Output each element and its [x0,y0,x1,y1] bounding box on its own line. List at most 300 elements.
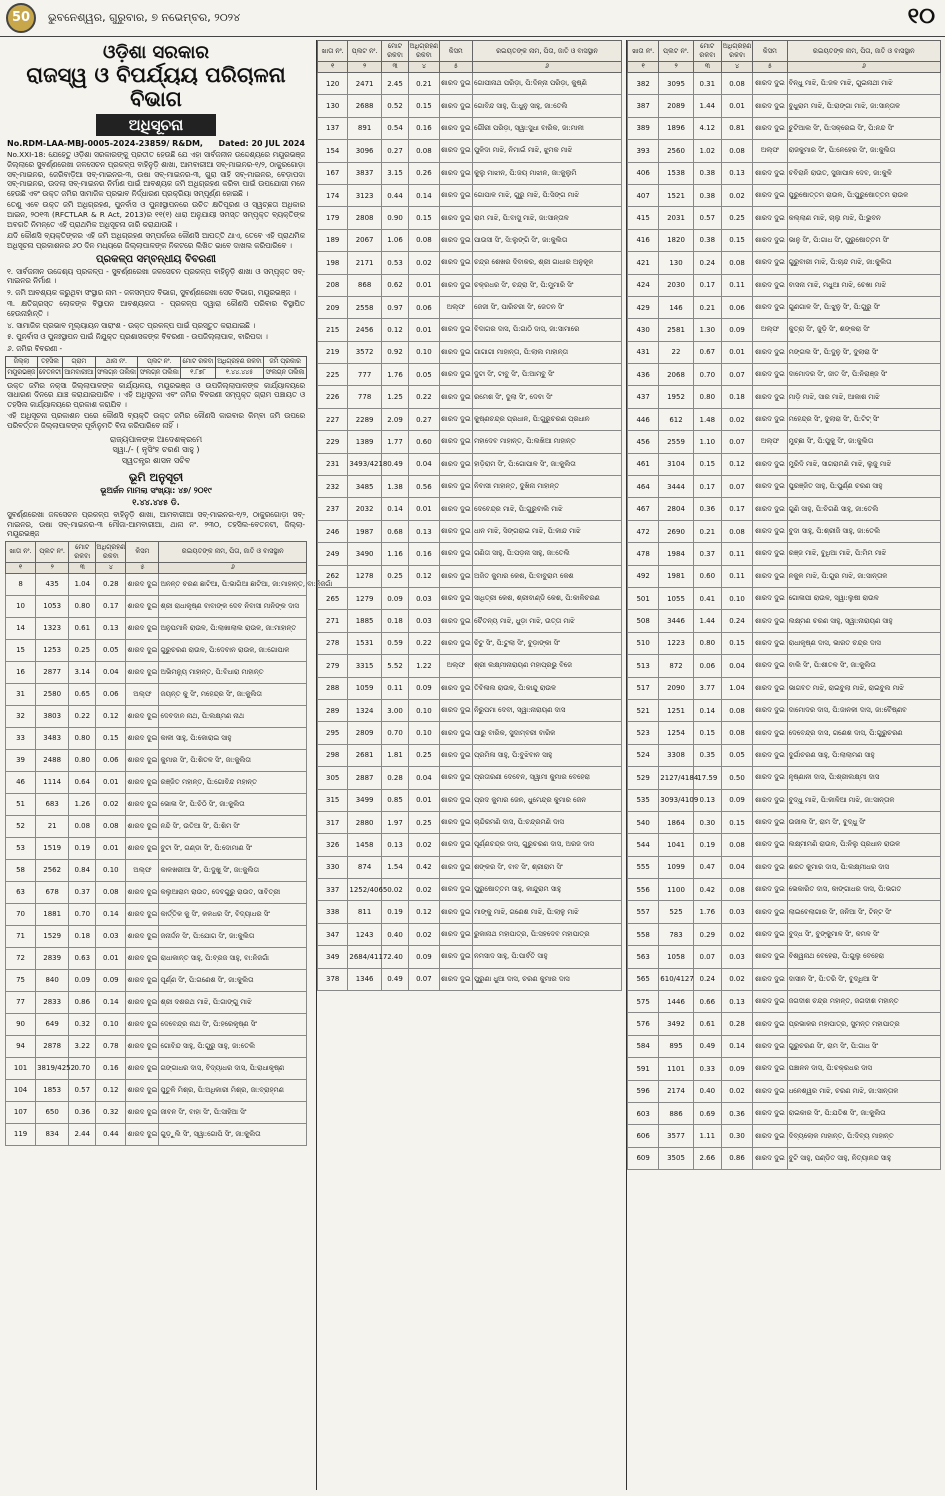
table-cell: 0.25 [409,744,439,766]
table-cell: 0.15 [96,727,126,749]
table-cell: 0.09 [69,969,96,991]
table-cell: 2804 [659,498,693,520]
table-cell: ନକୁଳ ମାଝି, ପି:ଗୁର ମାଝି, ଜା:ସାନ୍ତାଳ [787,565,940,587]
table-cell: ରାଜକୁମାର ସିଂ, ପି:ନେହେର ସିଂ, ଜା:କୁଲିତା [787,140,940,162]
table-cell: 0.40 [693,1080,721,1102]
table-cell: 1.16 [381,543,408,565]
table-cell: 415 [628,207,659,229]
government-title: ଓଡ଼ିଶା ସରକାର [103,42,209,63]
table-cell: ନୃଷ୍ଣାନୀ ଦାସ, ପି:ଶ୍ରୀଲକ୍ଷ୍ମୀ ଦାସ [787,767,940,789]
table-cell: 0.21 [693,520,721,542]
table-cell: ଦେବେନ୍ଦ୍ର ଦାସ, ଗଣେଶ ଦାସ, ପି:ଗୁରୁଚରଣ [787,722,940,744]
table-row [6,1035,307,1057]
column-header: ଅଧିଗ୍ରହଣ ରକବା [721,41,752,62]
table-cell: 94 [6,1035,36,1057]
table-cell: ଶାରଦ ଦୁଇ [753,789,787,811]
table-row [628,476,941,498]
table-cell: 2560 [659,140,693,162]
table-row [628,184,941,206]
table-cell: 130 [659,252,693,274]
signature-block [5,435,307,467]
table-cell: ଶାରଦ ଦୁଇ [126,991,159,1013]
table-cell: 119 [6,1123,36,1145]
table-cell: ଅଜିତ କୁମାର କେଶ, ପି:ବାବୁରାମ କେଶ [473,565,622,587]
table-cell: ଶାରଦ ଦୁଇ [753,968,787,990]
table-cell: 0.02 [409,879,439,901]
table-cell: 1.30 [693,319,721,341]
table-cell: 227 [318,408,348,430]
table-cell: ଶାରଦ ଦୁଇ [439,229,472,251]
masthead [0,0,945,37]
table-cell: ମାଙ୍କୁ ମାଝି, ଗଣେଶ ମାଝି, ପି:ଲାଳୁ ମାଝି [473,901,622,923]
table-cell: 0.08 [409,140,439,162]
column-number: ୧ [6,562,36,573]
table-cell: 3485 [348,476,381,498]
table-cell: ଶାରଦ ଦୁଇ [126,749,159,771]
table-cell: କୁତ୍ରା ସିଂ, ଜୁଡ଼ି ସିଂ, ଶଙ୍କରା ସିଂ [787,319,940,341]
table-cell: 0.40 [381,923,408,945]
table-cell: 0.12 [721,453,752,475]
table-cell: 77 [6,991,36,1013]
table-cell: 523 [628,722,659,744]
table-cell: 0.41 [693,587,721,609]
table-cell: 3837 [348,162,381,184]
table-cell: 1521 [659,184,693,206]
table-cell: 0.60 [693,565,721,587]
table-cell: 1099 [659,856,693,878]
table-cell: 0.18 [721,386,752,408]
table-cell: 337 [318,879,348,901]
table-cell: 0.63 [69,947,96,969]
page-number: ୧୦ [907,4,935,29]
table-row [318,811,622,833]
table-cell: 521 [628,699,659,721]
table-cell: 0.16 [409,117,439,139]
table-cell: ପୁତୁଳି ମିଶ୍ର, ପି:ଅଧିକାରୀ ମିଶ୍ର, ଜା:ବ୍ରାହ୍ମଣ [159,1079,307,1101]
table-cell: 0.03 [721,901,752,923]
table-cell: ଅଲ୍ଫ [439,296,472,318]
table-cell: ଶାରଦ ଦୁଇ [439,722,472,744]
table-cell: 0.02 [96,793,126,815]
table-cell: 3308 [659,744,693,766]
table-cell: 0.03 [409,610,439,632]
table-cell: ଶାରଦ ଦୁଇ [126,1101,159,1123]
table-cell: 540 [628,811,659,833]
table-cell: 53 [6,837,36,859]
table-cell: ଶାରଦ ଦୁଇ [126,771,159,793]
table-cell: 0.80 [693,386,721,408]
table-cell: 1.06 [381,229,408,251]
table-cell: ଗଣିତା ସାହୁ, ପି:ପଡ଼ନା ସାହୁ, ଜା:ତେଲି [473,543,622,565]
table-row [628,744,941,766]
table-cell: 0.01 [409,498,439,520]
table-row [628,296,941,318]
table-cell: ବାସନା ମାଝି, ମଧୁଆ ମାଝି, ଚେଖା ମାଝି [787,274,940,296]
table-cell: 0.01 [721,95,752,117]
table-row [318,229,622,251]
table-cell: 2090 [659,677,693,699]
table-cell: 1.77 [381,431,408,453]
table-cell: 1896 [659,117,693,139]
table-row [628,252,941,274]
table-cell: ଲାଇବେଲାଗାର ସିଂ, ଜନିଆ ସିଂ, ଟିନ୍ଟ ସିଂ [787,901,940,923]
table-cell: ଶାରଦ ଦୁଇ [753,498,787,520]
table-cell: 0.70 [69,903,96,925]
table-cell: 575 [628,991,659,1013]
detail-cell: ୧.୮୭୮ [181,367,216,378]
table-cell: 436 [628,364,659,386]
detail-header: ଜିଲ୍ଲା [6,356,38,367]
table-cell: 0.16 [409,543,439,565]
table-row [628,543,941,565]
table-cell: ଧନେଶ୍ୱର ମାଝି, ଚରଣ ମାଝି, ଜା:ସାନ୍ତାଳ [787,1080,940,1102]
table-cell: ଶାରଦ ଦୁଇ [439,453,472,475]
table-cell: ଶାରଦ ଦୁଇ [439,207,472,229]
column-header: ଅଧିଗ୍ରହଣ ରକବା [409,41,439,62]
table-cell: 389 [628,117,659,139]
table-row [6,573,307,595]
table-cell: 120 [318,73,348,95]
table-cell: ଶାରଦ ଦୁଇ [753,476,787,498]
table-cell: କୁମାର ସିଂ, ପି:ଶିତଳ ସିଂ, ଜା:କୁଲିତା [159,749,307,771]
table-cell: 72 [6,947,36,969]
table-cell: 0.30 [693,811,721,833]
table-cell: ଉଜୀଲ ସିଂ, ରାମ ସିଂ, ବୁଦ୍ଧୁ ସିଂ [787,811,940,833]
column-header: ପ୍ଲଟ ନଂ. [659,41,693,62]
table-row [628,1013,941,1035]
table-cell: 421 [628,252,659,274]
table-cell: 0.08 [69,815,96,837]
table-cell: 1.25 [381,386,408,408]
table-cell: 3.15 [381,162,408,184]
table-cell: 2456 [348,319,381,341]
table-cell: 21 [36,815,69,837]
table-row [628,1035,941,1057]
table-cell: ଗଙ୍ଗାଧର ଦାସ, ବିଦ୍ୟାଧର ଦାସ, ପି:ରାଧାକୃଷ୍ଣ [159,1057,307,1079]
table-cell: ଶାରଦ ଦୁଇ [753,364,787,386]
table-cell: ଜଗଦୀଶ ଚନ୍ଦ୍ର ମହାନ୍ତ, ଜଗଦୀଶ ମହାନ୍ତ [787,991,940,1013]
table-cell: 678 [36,881,69,903]
schedule-area: ୧.୪୪.୪୪୫ ଡି. [132,498,180,508]
table-cell: ଦାସୀନ ସିଂ, ପି:ତରି ସିଂ, ବୁଦ୍ଧିଆ ସିଂ [787,968,940,990]
table-cell: ଚୁଟିଆଲ ସିଂ, ପି:ସକ୍ରେଇ ସିଂ, ପି:ନନ୍ଦ ସିଂ [787,117,940,139]
table-cell: ରମେଶ ସିଂ, ଦୁଲା ସିଂ, ଦେବା ସିଂ [473,386,622,408]
table-cell: 2877 [36,661,69,683]
table-row [628,207,941,229]
table-cell: ଶାରଦ ଦୁଇ [753,811,787,833]
table-row [628,587,941,609]
table-cell: ଶାରଦ ଦୁଇ [753,184,787,206]
table-cell: ଗୋବିନ୍ଦ ସାହୁ, ପି:ଧୁନୁ ସାହୁ, ଜା:ତେଲି [473,95,622,117]
table-cell: ଶାରଦ ଦୁଇ [126,1013,159,1035]
table-cell: ଅଭିମନ୍ୟୁ ମାହାନ୍ତ, ପି:ବିଧାରା ମାହାନ୍ତ [159,661,307,683]
table-row [318,73,622,95]
column-header: ମୋଟ ରକବା [693,41,721,62]
table-cell: ଗୌରୀ ପରିଡ଼ା, ସ୍ୱା:ସୁଧା ବାରିକ, ଜା:ମାଳୀ [473,117,622,139]
table-cell: ପୁଳିଦା ମାଝି, ନିମାଇଁ ମାଝି, ଝୁମକ ମାଝି [473,140,622,162]
table-cell: ଦେବେନ୍ଦ୍ର ନାଥ ସିଂ, ପି:ହରେକୃଷ୍ଣ ସିଂ [159,1013,307,1035]
table-row [628,1125,941,1147]
table-cell: 2068 [659,364,693,386]
table-cell: ଶାରଦ ଦୁଇ [439,565,472,587]
table-cell: 104 [6,1079,36,1101]
table-cell: 1864 [659,811,693,833]
table-cell: ଶାରଦ ଦୁଇ [439,498,472,520]
table-cell: ଶାରଦ ଦୁଇ [753,991,787,1013]
table-cell: 0.13 [409,520,439,542]
table-cell: 262 [318,565,348,587]
table-cell: 1114 [36,771,69,793]
table-cell: 3.22 [69,1035,96,1057]
table-cell: ରାଇକାର ସିଂ, ପି:ଯତିଶ ସିଂ, ଜା:କୁଲିତା [787,1102,940,1124]
table-cell: 0.57 [69,1079,96,1101]
table-cell: 1223 [659,632,693,654]
table-cell: ଶାରଦ ଦୁଇ [126,573,159,595]
table-cell: 1.04 [69,573,96,595]
table-cell: 0.01 [96,837,126,859]
table-row [6,617,307,639]
table-cell: 0.37 [693,543,721,565]
table-cell: 347 [318,923,348,945]
table-cell: 1984 [659,543,693,565]
column-header: ଅଧିଗ୍ରହଣ ରକବା [96,541,126,562]
summary-item: ୩. କ୍ଷତିଗ୍ରସ୍ତ ଲୋକଙ୍କ ବିସ୍ଥାପନ ଆବଶ୍ୟକତା - ପ୍ରକଳ୍ପ ଦ୍ୱାରା କୌଣସି ପରିବାର ବିସ୍ଥାପିତ ହେଉନାହାଁନ୍ତି । [7,299,305,319]
table-cell: 0.13 [721,162,752,184]
table-cell: ଅଲ୍ଫ [753,319,787,341]
table-cell: 0.14 [409,184,439,206]
table-cell: 649 [36,1013,69,1035]
table-cell: ଜନାର୍ଦ୍ଦନ ସିଂ, ପି:ଯୋଗ ସିଂ, ଜା:କୁଲିତା [159,925,307,947]
table-cell: 219 [318,341,348,363]
table-cell: 1.04 [721,677,752,699]
table-row [628,229,941,251]
table-cell: 0.02 [721,923,752,945]
table-cell: 591 [628,1058,659,1080]
table-cell: 1529 [36,925,69,947]
table-row [318,498,622,520]
table-cell: 0.02 [409,252,439,274]
table-cell: 1987 [348,520,381,542]
table-cell: ଗୋପୀନାଥ ପରିଡ଼ା, ପି:ଦିନ୍ନା ପରିଡ଼ା, କୁଷ୍ଣି [473,73,622,95]
table-cell: 612 [659,408,693,430]
table-cell: 209 [318,296,348,318]
table-cell: ଶାରଦ ଦୁଇ [126,881,159,903]
table-cell: 0.70 [381,722,408,744]
column-header: କିସମ [753,41,787,62]
table-row [318,453,622,475]
table-cell: 1538 [659,162,693,184]
table-cell: 393 [628,140,659,162]
table-cell: ଶାରଦ ଦୁଇ [753,408,787,430]
table-cell: 71 [6,925,36,947]
table-row [6,1123,307,1145]
table-cell: ବିଶ୍ୱନାଥ ବେହେରା, ପି:ଗୁଲୁ ବେହେରା [787,946,940,968]
table-cell: 1.76 [693,901,721,923]
table-cell: 0.21 [409,73,439,95]
table-cell: 603 [628,1102,659,1124]
column-number: ୧ [628,62,659,73]
table-cell: 0.14 [721,1035,752,1057]
table-cell: ଜୀବନ ସିଂ, ବାହା ସିଂ, ପି:ସାହିଆ ସିଂ [159,1101,307,1123]
table-row [318,296,622,318]
table-cell: 0.02 [721,408,752,430]
table-cell: 0.08 [721,699,752,721]
table-cell: କାଳୀ ସାହୁ, ପି:କୋରାଇ ସାହୁ [159,727,307,749]
table-cell: ଶାରଦ ଦୁଇ [753,296,787,318]
schedule-case: ଭୂଅର୍ଜନ ମାମଲା ସଂଖ୍ୟା: ୪୭/ ୨୦୧୯ [100,486,212,496]
table-cell: 555 [628,856,659,878]
table-row [628,95,941,117]
table-cell: ଶାରଦ ଦୁଇ [753,722,787,744]
table-cell: 0.36 [721,1102,752,1124]
table-cell: 886 [659,1102,693,1124]
table-row [318,901,622,923]
column-number: ୪ [409,62,439,73]
table-cell: 237 [318,498,348,520]
table-row [628,1147,941,1169]
table-cell: ଶାରଦ ଦୁଇ [126,837,159,859]
table-cell: 0.15 [721,632,752,654]
table-cell: 0.09 [721,1058,752,1080]
table-cell: 0.78 [96,1035,126,1057]
table-cell: 295 [318,722,348,744]
column-2 [316,40,622,1490]
table-cell: 32 [6,705,36,727]
table-row [628,565,941,587]
table-cell: 0.81 [721,117,752,139]
table-row [6,881,307,903]
table-cell: ଶାରଦ ଦୁଇ [126,1057,159,1079]
table-cell: 0.08 [409,229,439,251]
table-cell: 0.32 [96,1101,126,1123]
table-cell: 189 [318,229,348,251]
department-title: ରାଜସ୍ୱ ଓ ବିପର୍ଯ୍ୟୟ ପରିଚାଳନା ବିଭାଗ [26,62,286,112]
detail-cell: ସଂଲଗ୍ନ ତାଲିକା [95,367,138,378]
table-cell: 2471 [348,73,381,95]
table-cell: 472 [628,520,659,542]
table-cell: 576 [628,1013,659,1035]
table-cell: 0.04 [721,655,752,677]
table-cell: 0.54 [381,117,408,139]
table-cell: 0.25 [721,207,752,229]
table-cell: 2089 [659,95,693,117]
column-header: ରଇୟତଙ୍କ ନାମ, ପିତା, ଜାତି ଓ ବାସସ୍ଥାନ [159,541,307,562]
table-row [6,771,307,793]
summary-item: ୬. ଜମିର ବିବରଣୀ - [7,343,63,353]
table-cell: 1058 [659,946,693,968]
table-row [6,859,307,881]
table-row [318,587,622,609]
table-cell: ଶାରଦ ଦୁଇ [439,408,472,430]
table-cell: 0.22 [69,705,96,727]
table-cell: 0.18 [381,610,408,632]
table-row [318,95,622,117]
table-cell: 387 [628,95,659,117]
table-cell: ପୂର୍ଣ୍ଣଚନ୍ଦ୍ର ଦାସ, ଗୁରୁଚରଣ ଦାସ, ଅରଜ ଦାସ [473,834,622,856]
table-row [6,1101,307,1123]
column-number: ୫ [753,62,787,73]
table-cell: 0.18 [69,925,96,947]
table-cell: 517 [628,677,659,699]
table-cell: 0.06 [693,655,721,677]
table-cell: ଶାରଦ ଦୁଇ [753,946,787,968]
table-cell: 0.01 [721,341,752,363]
table-cell: 2581 [659,319,693,341]
table-row [318,610,622,632]
table-cell: ଶାରଦ ଦୁଇ [753,453,787,475]
table-cell: 2030 [659,274,693,296]
table-cell: 0.64 [69,771,96,793]
table-row [6,639,307,661]
table-row [628,901,941,923]
table-row [318,117,622,139]
table-cell: 508 [628,610,659,632]
table-cell: ଶାରଦ ଦୁଇ [753,1147,787,1169]
table-cell: 278 [318,632,348,654]
table-cell: 1053 [36,595,69,617]
table-cell: 3572 [348,341,381,363]
table-cell: ଅଲ୍ଫ [126,683,159,705]
table-cell: ଶାରଦ ଦୁଇ [753,252,787,274]
table-cell: 2684/4117 [348,946,381,968]
table-cell: 2559 [659,431,693,453]
table-cell: 3577 [659,1125,693,1147]
table-cell: 1.54 [381,856,408,878]
detail-cell: ବେତନଟୀ [37,367,63,378]
table-cell: ଶାରଦ ଦୁଇ [753,1035,787,1057]
column-number: ୪ [721,62,752,73]
table-cell: ଅନନ୍ତ ଚରଣ ଛାଟିଆ, ପି:ଭାଗିଆ ଛାଟିଆ, ଜା:ମାହାନ୍ତ, ବା:ନିଜଗାଁ [159,573,307,595]
table-cell: ଶାରଦ ଦୁଇ [753,341,787,363]
table-cell: ଶାରଦ ଦୁଇ [439,184,472,206]
table-cell: ଶ୍ରୀ ଲକ୍ଷ୍ମୀନାରାୟଣ ମହାପ୍ରଭୁ ବିଜେ [473,655,622,677]
table-row [6,749,307,771]
table-cell: 0.44 [96,1123,126,1145]
table-cell: 39 [6,749,36,771]
table-cell: 2688 [348,95,381,117]
table-cell: 610/4127 [659,968,693,990]
table-cell: ଶାରଦ ଦୁଇ [126,925,159,947]
table-cell: 0.10 [721,587,752,609]
table-cell: ଦେବେନ୍ଦ୍ର ମାଝି, ପି:ଗୁରୁବାଲି ମାଝି [473,498,622,520]
table-cell: 0.44 [381,184,408,206]
table-cell: ଶାରଦ ଦୁଇ [753,274,787,296]
table-cell: 0.19 [693,834,721,856]
table-row [318,565,622,587]
table-cell: 1251 [659,699,693,721]
table-row [318,968,622,990]
table-cell: 0.03 [721,946,752,968]
table-cell: 2171 [348,252,381,274]
table-cell: ଭାନୁ ସିଂ, ପି:ଗାଧ ସିଂ, ପୁରୁଷୋତ୍ତମ ସିଂ [787,229,940,251]
table-cell: 3104 [659,453,693,475]
table-cell: 510 [628,632,659,654]
table-cell: 1252/4065 [348,879,381,901]
table-cell: 0.66 [693,991,721,1013]
table-cell: 130 [318,95,348,117]
table-cell: ଧାନ ମାଝି, ସିଙ୍ଗରାଇ ମାଝି, ପି:କାନ୍ଦ ମାଝି [473,520,622,542]
table-cell: ଚୈତନ୍ୟ ମାଝି, ଧୁଡ଼ା ମାଝି, ଉତ୍ତା ମାଝି [473,610,622,632]
table-cell: ଶାରଦ ଦୁଇ [753,901,787,923]
table-cell: 0.07 [721,431,752,453]
table-cell: ଅଲ୍ଫ [753,431,787,453]
detail-cell: ୧.୪୪.୪୪୫ [215,367,263,378]
reference-number: No.RDM-LAA-MBJ-0005-2024-23859/ R&DM, [7,139,203,149]
table-cell: 249 [318,543,348,565]
table-row [628,162,941,184]
table-cell: ଗୁଣି ସାହୁ, ପି:ଚିଗଣି ସାହୁ, ଜା:ତେଲି [787,498,940,520]
table-cell: 3505 [659,1147,693,1169]
